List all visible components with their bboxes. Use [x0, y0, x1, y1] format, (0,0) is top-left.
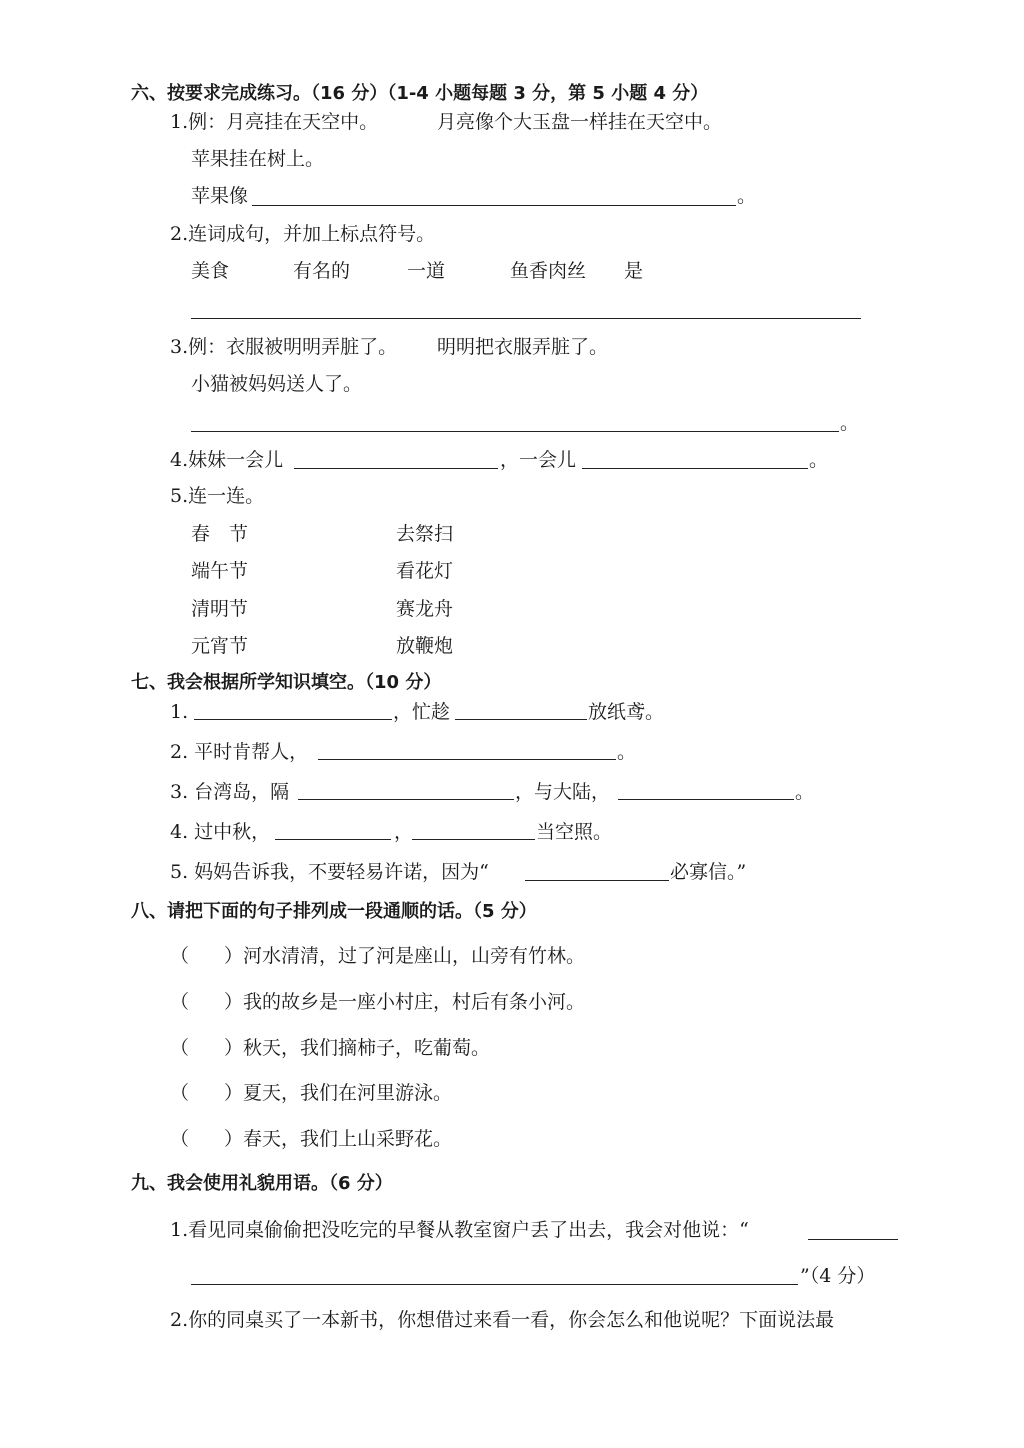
q6-2-word: 有名的	[293, 260, 351, 282]
q7-4-answer-line-1[interactable]	[275, 839, 391, 840]
q6-1-example-answer: 月亮像个大玉盘一样挂在天空中。	[437, 111, 723, 133]
q7-1-answer-line-2[interactable]	[455, 719, 587, 720]
order-sentence: 秋天，我们摘柿子，吃葡萄。	[243, 1037, 491, 1059]
q6-5-left-item: 春 节	[191, 523, 249, 545]
q7-1-num: 1.	[170, 701, 189, 723]
order-blank[interactable]	[200, 1126, 226, 1152]
q7-1-mid: ，忙趁	[393, 701, 451, 723]
q9-1-close: ”（4 分）	[800, 1265, 876, 1287]
q9-2-text: 2.你的同桌买了一本新书，你想借过来看一看，你会怎么和他说呢？下面说法最	[170, 1309, 835, 1331]
q7-3-answer-line-1[interactable]	[298, 799, 514, 800]
q6-2-word: 一道	[407, 260, 446, 282]
order-blank[interactable]	[200, 989, 226, 1015]
q6-3-answer-line[interactable]	[191, 431, 839, 432]
q7-3-mid: ，与大陆，	[515, 781, 611, 803]
order-sentence: 夏天，我们在河里游泳。	[243, 1082, 453, 1104]
q6-5-right-item: 去祭扫	[396, 523, 454, 545]
q7-2-end: 。	[617, 741, 637, 763]
q6-5-right-item: 看花灯	[396, 560, 454, 582]
order-blank[interactable]	[200, 1080, 226, 1106]
q7-4-answer-line-2[interactable]	[412, 839, 535, 840]
q6-4-part-a: 4.妹妹一会儿	[170, 449, 284, 471]
q7-3-end: 。	[795, 781, 815, 803]
order-sentence: 春天，我们上山采野花。	[243, 1128, 453, 1150]
q9-1-text: 1.看见同桌偷偷把没吃完的早餐从教室窗户丢了出去，我会对他说：“	[170, 1219, 749, 1241]
order-sentence: 我的故乡是一座小村庄，村后有条小河。	[243, 991, 586, 1013]
q7-5-prefix: 5. 妈妈告诉我，不要轻易许诺，因为“	[170, 861, 489, 883]
q6-3-example-answer: 明明把衣服弄脏了。	[437, 336, 609, 358]
q6-2-word: 是	[624, 260, 644, 282]
q6-2-answer-line[interactable]	[191, 318, 861, 319]
q6-5-left-item: 端午节	[191, 560, 249, 582]
q7-4-mid: ，	[394, 821, 414, 843]
q6-1-prompt: 苹果像	[191, 185, 249, 207]
q6-3-example: 3.例：衣服被明明弄脏了。	[170, 336, 398, 358]
q7-3-answer-line-2[interactable]	[618, 799, 794, 800]
q7-3-prefix: 3. 台湾岛，隔	[170, 781, 290, 803]
q7-5-end: 必寡信。”	[670, 861, 747, 883]
q7-4-end: 当空照。	[536, 821, 613, 843]
order-paren-open: （	[170, 1082, 190, 1104]
section-9-heading: 九、我会使用礼貌用语。（6 分）	[131, 1173, 393, 1194]
q7-1-end: 放纸鸢。	[588, 701, 665, 723]
section-7-heading: 七、我会根据所学知识填空。（10 分）	[131, 672, 442, 693]
q6-2-word: 美食	[191, 260, 230, 282]
q6-3-given: 小猫被妈妈送人了。	[191, 373, 363, 395]
q9-1-answer-line-1[interactable]	[808, 1239, 898, 1240]
q9-1-answer-line-2[interactable]	[191, 1284, 798, 1285]
order-paren-open: （	[170, 1037, 190, 1059]
q6-3-end: 。	[840, 412, 860, 434]
q6-5-left-item: 清明节	[191, 598, 249, 620]
q7-2-prefix: 2. 平时肯帮人，	[170, 741, 309, 763]
q6-1-example: 1.例：月亮挂在天空中。	[170, 111, 379, 133]
order-paren-open: （	[170, 991, 190, 1013]
q7-5-answer-line[interactable]	[525, 880, 669, 881]
order-paren-open: （	[170, 945, 190, 967]
q6-5-right-item: 赛龙舟	[396, 598, 454, 620]
order-blank[interactable]	[200, 1035, 226, 1061]
order-blank[interactable]	[200, 943, 226, 969]
order-paren-close: ）	[224, 1037, 244, 1059]
section-8-heading: 八、请把下面的句子排列成一段通顺的话。（5 分）	[131, 901, 537, 922]
q7-4-prefix: 4. 过中秋，	[170, 821, 271, 843]
order-paren-close: ）	[224, 1082, 244, 1104]
section-6-heading: 六、按要求完成练习。（16 分）（1-4 小题每题 3 分，第 5 小题 4 分）	[131, 83, 709, 104]
q7-2-answer-line[interactable]	[318, 759, 616, 760]
order-paren-close: ）	[224, 991, 244, 1013]
q6-4-answer-line-2[interactable]	[582, 468, 808, 469]
q6-5-right-item: 放鞭炮	[396, 635, 454, 657]
q6-4-answer-line-1[interactable]	[294, 468, 498, 469]
q6-1-given: 苹果挂在树上。	[191, 148, 325, 170]
q6-4-part-b: ，一会儿	[500, 449, 577, 471]
order-paren-close: ）	[224, 945, 244, 967]
order-sentence: 河水清清，过了河是座山，山旁有竹林。	[243, 945, 586, 967]
q6-1-end: 。	[737, 185, 757, 207]
q6-4-end: 。	[809, 449, 829, 471]
q6-5-left-item: 元宵节	[191, 635, 249, 657]
order-paren-close: ）	[224, 1128, 244, 1150]
q6-2-word: 鱼香肉丝	[510, 260, 587, 282]
q6-2-text: 2.连词成句，并加上标点符号。	[170, 223, 436, 245]
q7-1-answer-line-1[interactable]	[194, 719, 392, 720]
q6-1-answer-line[interactable]	[252, 205, 736, 206]
order-paren-open: （	[170, 1128, 190, 1150]
q6-5-text: 5.连一连。	[170, 485, 265, 507]
